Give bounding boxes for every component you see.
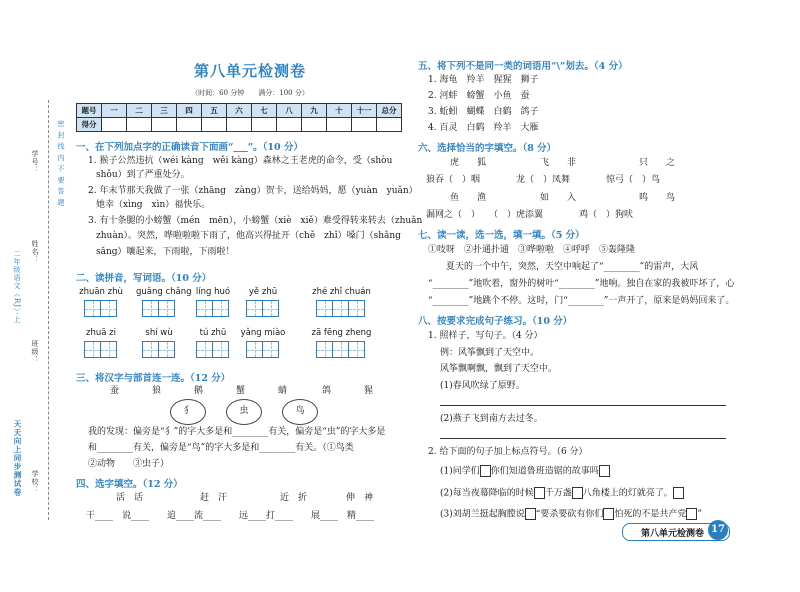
punct-box[interactable] [480,465,491,477]
punct-box[interactable] [686,508,697,520]
writing-cell[interactable] [246,341,263,358]
seal-line [48,100,49,520]
answer-line-1[interactable] [440,405,726,406]
score-cell[interactable] [352,118,377,132]
tianzige-grid[interactable] [316,341,364,358]
punct-box[interactable] [673,487,684,499]
word-group[interactable]: 2. 河蚌 螃蟹 小鱼 蚕 [428,91,530,101]
writing-cell[interactable] [158,300,175,317]
sentence-2: (2)燕子飞到南方去过冬。 [440,414,543,424]
punct-box[interactable] [525,508,536,520]
question-line: 3. 有十条腿的小螃蟹（mén mēn），小螃蟹（xiè xiě）难受得转来转去（zhuǎn [88,216,423,226]
tianzige-grid[interactable] [84,341,116,358]
word-group[interactable]: 4. 百灵 白鹤 羚羊 大雁 [428,123,539,133]
score-cell[interactable] [177,118,202,132]
onomatopoeia-options: ①吱呀 ②扑通扑通 ③哗啦啦 ④呼呼 ⑤轰隆隆 [428,245,636,255]
section-8-title: 八、按要求完成句子练习。（10 分） [418,316,573,327]
answer-line-2[interactable] [440,438,726,439]
score-header-cell: 八 [277,104,302,118]
discovery-line-1: 我的发现：偏旁是“犭”的字大多是和________有关，偏旁是“虫”的字大多是 [88,427,386,437]
page-number: 17 [708,520,728,540]
character[interactable]: 鹅 [194,386,204,396]
paragraph-line-1[interactable]: 夏天的一个中午，突然，天空中响起了“________”的雷声，大风 [446,262,699,272]
name-field[interactable]: 姓名： [31,240,39,264]
punct-box[interactable] [534,487,545,499]
character[interactable]: 猩 [364,386,374,396]
score-header-cell: 十 [327,104,352,118]
pinyin-label: zā fēng zheng [311,328,372,338]
score-cell[interactable] [377,118,402,132]
punct-box[interactable] [572,487,583,499]
writing-cell[interactable] [316,300,333,317]
character[interactable]: 鸽 [322,386,332,396]
question-8-1: 1. 照样子，写句子。（4 分） [428,331,543,341]
seal-notice: 密 封 线 内 不 要 答 题 [57,120,65,207]
question-line: 2. 年末节那天我做了一张（zhāng zàng）贺卡，送给妈妈，愿（yuàn yuǎn） [88,186,418,196]
character[interactable]: 蜻 [278,386,288,396]
tianzige-grid[interactable] [246,300,278,317]
writing-cell[interactable] [348,341,365,358]
tianzige-grid[interactable] [142,341,174,358]
score-cell[interactable] [127,118,152,132]
score-table [76,103,402,132]
punct-text: 八角楼上的灯就亮了。 [582,488,673,499]
punct-text: (3)刘胡兰挺起胸膛说 [440,509,525,520]
char-pair: 活 话 [116,493,144,503]
section-4-title: 四、选字填空。（12 分） [76,479,183,490]
score-row-label: 得分 [77,118,102,132]
paragraph-line-2[interactable]: “________”地吹着，窗外的树叶“________”地响。独自在家的我被吓坏了，心 [428,279,735,289]
idioms-row-2[interactable]: 漏网之（ ） （ ）虎添翼 鸡（ ）狗吠 [426,210,634,220]
pinyin-label: zhuān zhù [79,287,123,297]
punctuation-3 [440,508,702,521]
score-header-cell: 一 [102,104,127,118]
writing-cell[interactable] [84,341,101,358]
score-cell[interactable] [252,118,277,132]
writing-cell[interactable] [100,300,117,317]
character[interactable]: 蚕 [110,386,120,396]
character[interactable]: 蟹 [236,386,246,396]
question-line: sǎng）嚷起来，下雨啦，下雨啦！ [96,247,235,257]
char-options-1: 虎 狐 飞 非 只 之 [450,158,676,168]
pinyin-label: shí wù [145,328,173,338]
idioms-row-1[interactable]: 狼吞（ ）咽 龙（ ）凤舞 惊弓（ ）鸟 [426,175,661,185]
exam-info: （时间：60 分钟 满分：100 分） [191,89,309,97]
pinyin-label: líng huó [195,287,231,297]
section-1-title: 一、在下列加点字的正确读音下面画“___”。（10 分） [76,142,303,153]
writing-cell[interactable] [262,300,279,317]
paragraph-line-3[interactable]: “________”地跳个不停。这时，门“________”一声开了，原来是妈妈回来了。 [428,296,735,306]
score-cell[interactable] [102,118,127,132]
score-cell[interactable] [277,118,302,132]
discovery-line-3: ②动物 ③虫子） [88,459,170,469]
pinyin-label: guǎng chǎng [136,287,192,297]
page-title: 第八单元检测卷 [193,62,306,80]
section-5-title: 五、将下列不是同一类的词语用“\”划去。（4 分） [418,61,628,72]
char-options-2: 鱼 渔 如 入 鸣 鸟 [450,193,676,203]
section-2-title: 二、读拼音，写词语。（10 分） [76,273,212,284]
example-sentence: 例：风筝飘到了天空中。 [440,348,540,358]
score-header-cell: 四 [177,104,202,118]
score-header-cell: 二 [127,104,152,118]
footer-label: 第八单元检测卷 [641,529,705,539]
section-6-title: 六、选择恰当的字填空。（8 分） [418,143,557,154]
word-group[interactable]: 3. 蚯蚓 蝴蝶 白鹤 鸽子 [428,107,539,117]
radical-cloud[interactable]: 犭 [170,399,206,425]
punct-text: ” [697,509,702,520]
score-header-cell: 六 [227,104,252,118]
writing-cell[interactable] [84,300,101,317]
writing-cell[interactable] [142,341,159,358]
grade-tag: 二年级语文（RJ）·上 [13,250,21,324]
writing-cell[interactable] [246,300,263,317]
tianzige-grid[interactable] [142,300,174,317]
class-field[interactable]: 班级： [31,340,39,364]
score-header-cell: 七 [252,104,277,118]
writing-cell[interactable] [196,341,213,358]
fill-in-line[interactable]: 干____ 说____ 追____流____ 远____打____ 展____ 精____ [86,511,375,521]
writing-cell[interactable] [332,341,349,358]
radical-cloud[interactable]: 鸟 [282,399,318,425]
punct-text: (1)同学们 [440,466,480,477]
score-cell[interactable] [327,118,352,132]
pinyin-label: zhé zhǐ chuán [312,287,371,297]
question-line: zhuàn）。突然，哗啦啦啦下雨了，他高兴得扯开（chě zhǐ）嗓门（shǎng [96,231,401,241]
writing-cell[interactable] [100,341,117,358]
tianzige-grid[interactable] [196,300,228,317]
writing-cell[interactable] [332,300,349,317]
score-header-cell: 五 [202,104,227,118]
binding-strip [0,0,80,592]
writing-cell[interactable] [348,300,365,317]
punct-text: 你们知道鲁班造锯的故事吗 [490,466,599,477]
series-tag: 天天向上同步测试卷 [13,420,22,497]
punctuation-1 [440,465,610,478]
punct-box[interactable] [599,465,610,477]
punct-box[interactable] [603,508,614,520]
punct-text: “要杀要砍有你们 [535,509,604,520]
school-field[interactable]: 学校： [31,470,39,494]
pinyin-label: zhuā zi [86,328,116,338]
punct-text: 千万盏 [544,488,572,499]
writing-cell[interactable] [316,341,333,358]
writing-cell[interactable] [212,300,229,317]
char-pair: 伸 神 [346,493,374,503]
tianzige-grid[interactable] [196,341,228,358]
pinyin-label: yǎng miào [240,328,286,338]
sentence-1: (1)春风吹绿了原野。 [440,381,525,391]
writing-cell[interactable] [142,300,159,317]
score-cell[interactable] [227,118,252,132]
score-cell[interactable] [202,118,227,132]
char-pair: 近 折 [280,493,308,503]
question-line: shǒu）到了严重处分。 [96,170,190,180]
score-header-cell: 九 [302,104,327,118]
punct-text: 怕死的不是共产党 [614,509,687,520]
tianzige-grid[interactable] [84,300,116,317]
punctuation-2 [440,487,684,500]
character[interactable]: 狼 [152,386,162,396]
score-cell[interactable] [302,118,327,132]
example-expanded: 风筝飘啊飘，飘到了天空中。 [440,364,558,374]
score-header-cell: 总分 [377,104,402,118]
punct-text: (2)每当夜幕降临的时候 [440,488,534,499]
question-line: 她幸（xìng xìn）福快乐。 [96,200,211,210]
score-header-cell: 题号 [77,104,102,118]
pinyin-label: yě zhū [248,287,278,297]
section-7-title: 七、读一读，选一选，填一填。（5 分） [418,230,585,241]
tianzige-grid[interactable] [246,341,278,358]
word-group[interactable]: 1. 海龟 羚羊 猩猩 狮子 [428,75,539,85]
question-line: 1. 猴子公然违抗（wéi kàng wěi kàng）森林之王老虎的命令，受（shòu [88,156,393,166]
student-id-field[interactable]: 学号： [31,150,39,174]
score-cell[interactable] [152,118,177,132]
writing-cell[interactable] [196,300,213,317]
writing-cell[interactable] [262,341,279,358]
radical-cloud[interactable]: 虫 [226,399,262,425]
question-8-2: 2. 给下面的句子加上标点符号。（6 分） [428,447,588,457]
tianzige-grid[interactable] [316,300,364,317]
discovery-line-2: 和________有关，偏旁是“鸟”的字大多是和________有关。（①鸟类 [88,443,354,453]
writing-cell[interactable] [212,341,229,358]
score-header-cell: 三 [152,104,177,118]
score-header-cell: 十一 [352,104,377,118]
char-pair: 赶 汗 [200,493,228,503]
pinyin-label: tú zhū [199,328,227,338]
section-3-title: 三、将汉字与部首连一连。（12 分） [76,373,231,384]
writing-cell[interactable] [158,341,175,358]
